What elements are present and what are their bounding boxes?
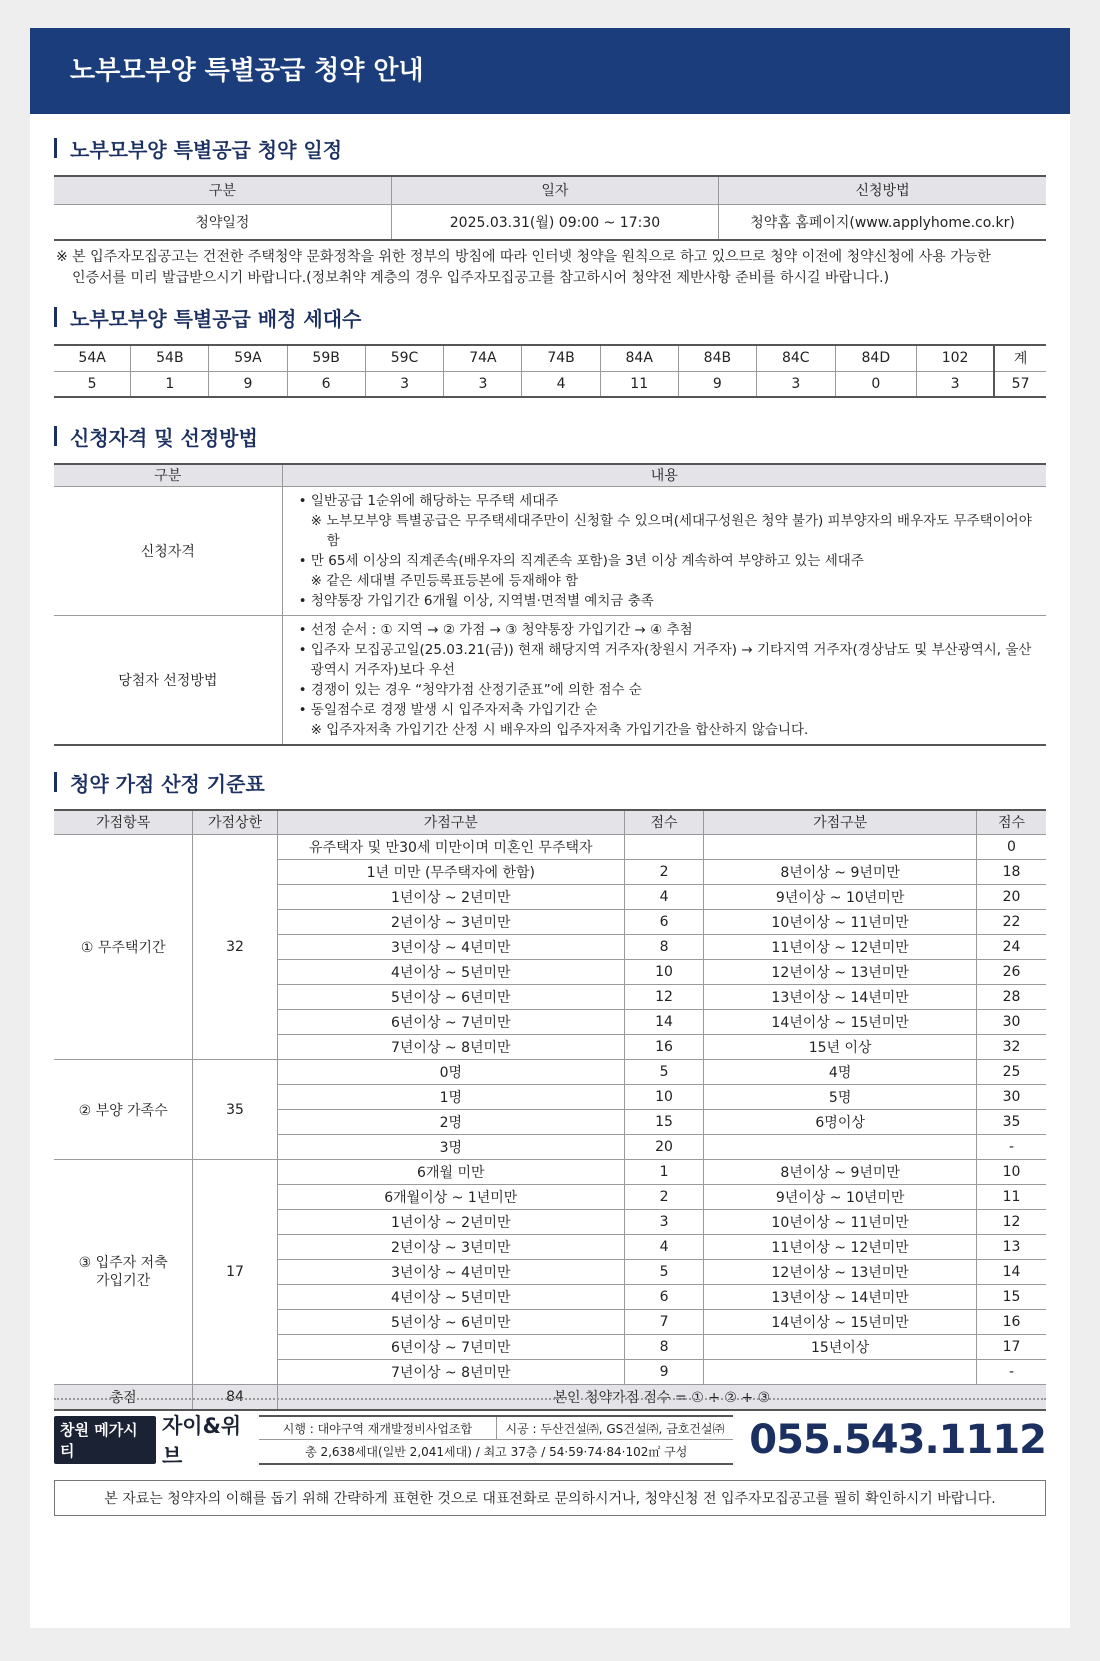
allocation-type: 84D	[835, 345, 916, 371]
disclaimer: 본 자료는 청약자의 이해를 돕기 위해 간략하게 표현한 것으로 대표전화로 문의하시거나, 청약신청 전 입주자모집공고를 필히 확인하시기 바랍니다.	[54, 1480, 1046, 1516]
score-criterion	[704, 1360, 977, 1385]
score-criterion: 1년이상 ~ 2년미만	[277, 1210, 624, 1235]
qualification-content: • 일반공급 1순위에 해당하는 무주택 세대주 ※ 노부모부양 특별공급은 무주택세대주만이 신청할 수 있으며(세대구성원은 청약 불가) 피부양자의 배우자도 무주택이어야 함 • 만 65세 이상의 직계존속(배우자의 직계존속 포함)을 3년 이상 계속하여 부양하고 있는 세대주 ※ 같은 세대별 주민등록표등본에 등재해야 함 • 청약통장 가입기간 6개월 이상, 지역별·면적별 예치금 충족	[282, 486, 1046, 615]
table-row	[54, 835, 1046, 860]
score-criterion: 5명	[704, 1085, 977, 1110]
score-criterion: 10년이상 ~ 11년미만	[704, 910, 977, 935]
score-points: 32	[977, 1035, 1046, 1060]
builder-info: 시공 : 두산건설㈜, GS건설㈜, 금호건설㈜	[505, 1421, 725, 1436]
allocation-type: 59B	[287, 345, 365, 371]
schedule-cell: 2025.03.31(월) 09:00 ~ 17:30	[391, 204, 718, 240]
score-points: 12	[624, 985, 703, 1010]
score-points: 26	[977, 960, 1046, 985]
score-points: 22	[977, 910, 1046, 935]
score-points: 10	[624, 1085, 703, 1110]
score-table	[54, 809, 1046, 1411]
score-points: 25	[977, 1060, 1046, 1085]
score-criterion: 15년 이상	[704, 1035, 977, 1060]
score-points: 8	[624, 1335, 703, 1360]
allocation-type: 84B	[678, 345, 756, 371]
score-points: 4	[624, 885, 703, 910]
qualification-label: 당첨자 선정방법	[54, 615, 282, 745]
score-criterion: 9년이상 ~ 10년미만	[704, 1185, 977, 1210]
allocation-type: 59C	[365, 345, 444, 371]
score-points: 35	[977, 1110, 1046, 1135]
score-points: -	[977, 1360, 1046, 1385]
allocation-count: 3	[444, 371, 522, 397]
project-info	[259, 1415, 733, 1465]
allocation-count: 1	[131, 371, 209, 397]
schedule-note: ※ 본 입주자모집공고는 건전한 주택청약 문화정착을 위한 정부의 방침에 따라 인터넷 청약을 원칙으로 하고 있으므로 청약 이전에 청약신청에 사용 가능한 인증서를 미리 발급받으시기 바랍니다.(정보취약 계층의 경우 입주자모집공고를 참고하시어 청약전 제반사항 준비를 하시길 바랍니다.)	[56, 249, 991, 286]
qualification-section-title: 신청자격 및 선정방법	[54, 422, 1046, 451]
allocation-count: 0	[835, 371, 916, 397]
allocation-type: 54B	[131, 345, 209, 371]
score-criterion: 6년이상 ~ 7년미만	[277, 1010, 624, 1035]
brand-tag: 창원 메가시티	[54, 1416, 156, 1464]
footer	[30, 1398, 1070, 1516]
score-header: 점수	[977, 810, 1046, 835]
allocation-type: 102	[917, 345, 995, 371]
score-criterion: 12년이상 ~ 13년미만	[704, 960, 977, 985]
score-criterion: 6명이상	[704, 1110, 977, 1135]
schedule-cell: 청약홈 홈페이지(www.applyhome.co.kr)	[719, 204, 1046, 240]
score-criterion: 3명	[277, 1135, 624, 1160]
score-points: 30	[977, 1085, 1046, 1110]
score-criterion: 7년이상 ~ 8년미만	[277, 1360, 624, 1385]
score-criterion: 6년이상 ~ 7년미만	[277, 1335, 624, 1360]
score-criterion: 5년이상 ~ 6년미만	[277, 985, 624, 1010]
allocation-count: 3	[756, 371, 835, 397]
score-item: ① 무주택기간	[54, 835, 193, 1060]
score-points	[624, 835, 703, 860]
schedule-header: 일자	[391, 176, 718, 204]
score-points: 6	[624, 910, 703, 935]
score-points: 15	[624, 1110, 703, 1135]
score-points: 14	[624, 1010, 703, 1035]
total-formula: 본인 청약가점 점수 = ① + ② + ③	[277, 1385, 1046, 1410]
allocation-count: 57	[994, 371, 1046, 397]
schedule-table	[54, 175, 1046, 241]
score-header: 가점항목	[54, 810, 193, 835]
score-criterion: 13년이상 ~ 14년미만	[704, 985, 977, 1010]
allocation-type: 계	[994, 345, 1046, 371]
score-points: 0	[977, 835, 1046, 860]
allocation-count: 5	[54, 371, 131, 397]
score-points: 3	[624, 1210, 703, 1235]
score-criterion: 10년이상 ~ 11년미만	[704, 1210, 977, 1235]
score-criterion: 8년이상 ~ 9년미만	[704, 1160, 977, 1185]
qualification-label: 신청자격	[54, 486, 282, 615]
score-criterion: 6개월이상 ~ 1년미만	[277, 1185, 624, 1210]
allocation-type: 59A	[209, 345, 287, 371]
score-criterion: 2년이상 ~ 3년미만	[277, 1235, 624, 1260]
qualification-header: 내용	[282, 464, 1046, 486]
allocation-type: 74A	[444, 345, 522, 371]
score-points: 4	[624, 1235, 703, 1260]
qualification-header: 구분	[54, 464, 282, 486]
score-header: 가점상한	[193, 810, 277, 835]
score-points: -	[977, 1135, 1046, 1160]
qualification-table	[54, 463, 1046, 746]
table-row	[54, 1160, 1046, 1185]
allocation-type: 74B	[522, 345, 600, 371]
score-points: 24	[977, 935, 1046, 960]
allocation-section-title: 노부모부양 특별공급 배정 세대수	[54, 303, 1046, 332]
score-points: 5	[624, 1060, 703, 1085]
page	[30, 28, 1070, 1628]
phone-number[interactable]: 055.543.1112	[749, 1417, 1046, 1463]
score-criterion: 0명	[277, 1060, 624, 1085]
score-criterion: 3년이상 ~ 4년미만	[277, 1260, 624, 1285]
score-criterion: 1명	[277, 1085, 624, 1110]
score-criterion: 14년이상 ~ 15년미만	[704, 1010, 977, 1035]
schedule-header: 신청방법	[719, 176, 1046, 204]
score-max: 35	[193, 1060, 277, 1160]
score-criterion: 11년이상 ~ 12년미만	[704, 1235, 977, 1260]
score-points: 2	[624, 1185, 703, 1210]
score-points: 8	[624, 935, 703, 960]
allocation-count: 3	[917, 371, 995, 397]
score-criterion: 13년이상 ~ 14년미만	[704, 1285, 977, 1310]
score-section-title: 청약 가점 산정 기준표	[54, 768, 1046, 797]
score-header: 점수	[624, 810, 703, 835]
allocation-type: 84A	[600, 345, 678, 371]
score-criterion: 3년이상 ~ 4년미만	[277, 935, 624, 960]
score-criterion: 1년이상 ~ 2년미만	[277, 885, 624, 910]
score-item: ③ 입주자 저축가입기간	[54, 1160, 193, 1385]
score-header: 가점구분	[277, 810, 624, 835]
schedule-header: 구분	[54, 176, 391, 204]
score-criterion: 4명	[704, 1060, 977, 1085]
score-criterion: 7년이상 ~ 8년미만	[277, 1035, 624, 1060]
score-points: 2	[624, 860, 703, 885]
score-points: 16	[977, 1310, 1046, 1335]
allocation-count: 4	[522, 371, 600, 397]
score-criterion: 15년이상	[704, 1335, 977, 1360]
score-points: 12	[977, 1210, 1046, 1235]
score-criterion	[704, 835, 977, 860]
score-criterion: 6개월 미만	[277, 1160, 624, 1185]
score-points: 15	[977, 1285, 1046, 1310]
allocation-count: 3	[365, 371, 444, 397]
score-points: 10	[624, 960, 703, 985]
score-max: 17	[193, 1160, 277, 1385]
allocation-count: 9	[209, 371, 287, 397]
page-banner	[30, 28, 1070, 114]
scale-info: 총 2,638세대(일반 2,041세대) / 최고 37층 / 54·59·74·84·102㎡ 구성	[259, 1440, 733, 1465]
score-points: 11	[977, 1185, 1046, 1210]
score-criterion: 11년이상 ~ 12년미만	[704, 935, 977, 960]
score-points: 20	[977, 885, 1046, 910]
score-criterion: 2년이상 ~ 3년미만	[277, 910, 624, 935]
score-criterion: 4년이상 ~ 5년미만	[277, 960, 624, 985]
score-criterion: 5년이상 ~ 6년미만	[277, 1310, 624, 1335]
score-criterion: 1년 미만 (무주택자에 한함)	[277, 860, 624, 885]
total-max: 84	[193, 1385, 277, 1410]
score-points: 18	[977, 860, 1046, 885]
score-criterion: 12년이상 ~ 13년미만	[704, 1260, 977, 1285]
score-criterion: 9년이상 ~ 10년미만	[704, 885, 977, 910]
footer-divider	[54, 1398, 1046, 1400]
allocation-count: 11	[600, 371, 678, 397]
score-points: 5	[624, 1260, 703, 1285]
score-points: 16	[624, 1035, 703, 1060]
score-points: 1	[624, 1160, 703, 1185]
score-points: 9	[624, 1360, 703, 1385]
score-points: 7	[624, 1310, 703, 1335]
score-points: 13	[977, 1235, 1046, 1260]
score-points: 10	[977, 1160, 1046, 1185]
brand-logo	[54, 1410, 259, 1470]
table-row	[54, 1060, 1046, 1085]
score-criterion: 14년이상 ~ 15년미만	[704, 1310, 977, 1335]
score-points: 14	[977, 1260, 1046, 1285]
score-max: 32	[193, 835, 277, 1060]
score-points: 28	[977, 985, 1046, 1010]
score-criterion: 유주택자 및 만30세 미만이며 미혼인 무주택자	[277, 835, 624, 860]
score-criterion	[704, 1135, 977, 1160]
score-points: 30	[977, 1010, 1046, 1035]
developer-info: 시행 : 대야구역 재개발정비사업조합	[259, 1417, 497, 1439]
total-label: 총점	[54, 1385, 193, 1410]
brand-name: 자이&위브	[162, 1414, 242, 1468]
schedule-cell: 청약일정	[54, 204, 391, 240]
score-criterion: 8년이상 ~ 9년미만	[704, 860, 977, 885]
score-criterion: 4년이상 ~ 5년미만	[277, 1285, 624, 1310]
score-points: 6	[624, 1285, 703, 1310]
allocation-table	[54, 344, 1046, 398]
allocation-count: 9	[678, 371, 756, 397]
score-header: 가점구분	[704, 810, 977, 835]
allocation-count: 6	[287, 371, 365, 397]
score-criterion: 2명	[277, 1110, 624, 1135]
page-title: 노부모부양 특별공급 청약 안내	[70, 56, 424, 86]
allocation-type: 84C	[756, 345, 835, 371]
allocation-type: 54A	[54, 345, 131, 371]
qualification-content: • 선정 순서 : ① 지역 → ② 가점 → ③ 청약통장 가입기간 → ④ 추첨 • 입주자 모집공고일(25.03.21(금)) 현재 해당지역 거주자(창원시 거주자) → 기타지역 거주자(경상남도 및 부산광역시, 울산광역시 거주자)보다 우선 • 경쟁이 있는 경우 “청약가점 산정기준표”에 의한 점수 순 • 동일점수로 경쟁 발생 시 입주자저축 가입기간 순 ※ 입주자저축 가입기간 산정 시 배우자의 입주자저축 가입기간을 합산하지 않습니다.	[282, 615, 1046, 745]
score-points: 17	[977, 1335, 1046, 1360]
score-points: 20	[624, 1135, 703, 1160]
schedule-section-title: 노부모부양 특별공급 청약 일정	[54, 134, 1046, 163]
score-item: ② 부양 가족수	[54, 1060, 193, 1160]
